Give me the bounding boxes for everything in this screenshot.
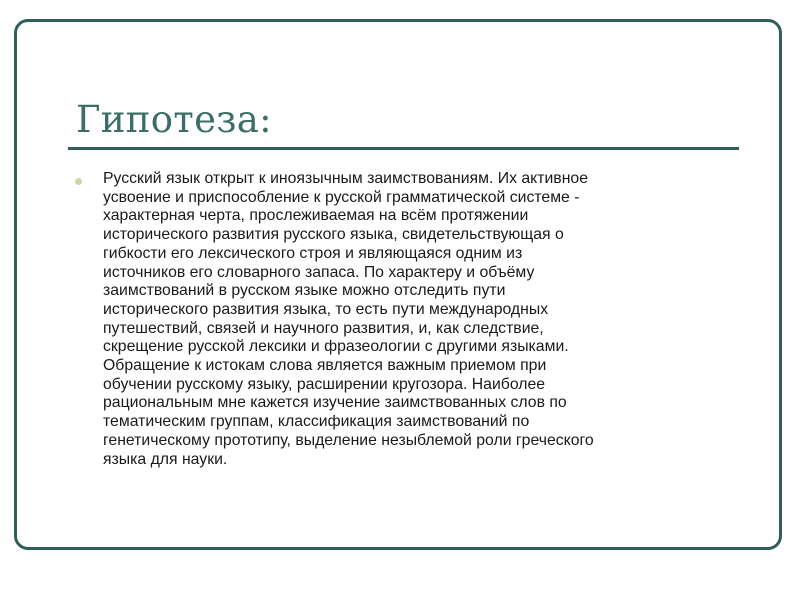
body-line: источников его словарного запаса. По характеру и объёму xyxy=(103,263,535,281)
body-line: усвоение и приспособление к русской грамматической системе - xyxy=(103,188,580,206)
bullet-icon xyxy=(75,178,82,185)
body-line: тематическим группам, классификация заимствований по xyxy=(103,413,530,431)
slide-title: Гипотеза: xyxy=(76,98,272,141)
body-line: обучении русскому языку, расширении кругозора. Наиболее xyxy=(103,375,546,393)
body-line: Русский язык открыт к иноязычным заимствованиям. Их активное xyxy=(103,170,588,187)
body-line: языка для науки. xyxy=(103,450,228,468)
body-paragraph xyxy=(103,170,743,469)
body-line: скрещение русской лексики и фразеологии с другими языками. xyxy=(103,338,569,356)
body-line: характерная черта, прослеживаемая на всём протяжении xyxy=(103,207,529,225)
body-line: исторического развития русского языка, свидетельствующая о xyxy=(103,226,564,244)
title-divider xyxy=(68,147,739,150)
body-line: гибкости его лексического строя и являющаяся одним из xyxy=(103,244,523,262)
body-line: рациональным мне кажется изучение заимствованных слов по xyxy=(103,394,567,412)
body-line: генетическому прототипу, выделение незыблемой роли греческого xyxy=(103,431,594,449)
body-line: путешествий, связей и научного развития, и, как следствие, xyxy=(103,319,544,337)
body-line: исторического развития языка, то есть пути международных xyxy=(103,300,549,318)
body-line: заимствований в русском языке можно отследить пути xyxy=(103,282,506,300)
body-line: Обращение к истокам слова является важным приемом при xyxy=(103,357,547,375)
